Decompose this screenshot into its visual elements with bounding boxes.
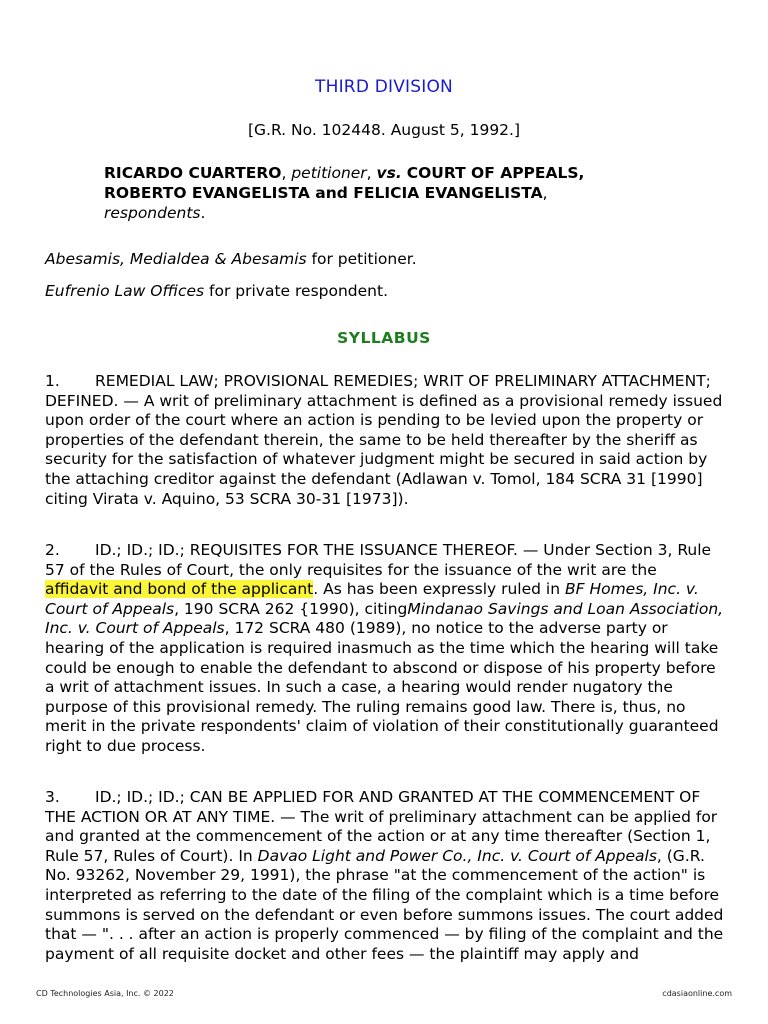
petitioner-counsel-suffix: for petitioner. (311, 250, 417, 268)
footer-copyright: CD Technologies Asia, Inc. © 2022 (36, 989, 174, 998)
syllabus-item-1 (45, 372, 725, 509)
case-citation: Davao Light and Power Co., Inc. v. Court of Appeals (257, 846, 657, 865)
item-number: 2. (45, 541, 60, 559)
division-heading: THIRD DIVISION (315, 77, 453, 97)
case-citation: BF Homes, Inc. v. Court of Appeals (45, 580, 699, 618)
footer-site-link[interactable]: cdasiaonline.com (662, 989, 732, 998)
item-text: ID.; ID.; ID.; REQUISITES FOR THE ISSUANCE THEREOF. — Under Section 3, Rule 57 of the Rules of Court, the only requisites for the issuance of the writ are the (45, 541, 712, 579)
highlighted-text: affidavit and bond of the applicant (45, 580, 314, 599)
case-parties: RICARDO CUARTERO, petitioner, vs. COURT OF APPEALS, ROBERTO EVANGELISTA and FELICIA EVANGELISTA, respondents. (104, 164, 585, 222)
item-text: , 190 SCRA 262 {1990), citing (174, 599, 408, 618)
respondent-role: respondents (104, 204, 201, 222)
item-number: 3. (45, 788, 60, 806)
respondent-counsel-suffix: for private respondent. (209, 282, 388, 300)
petitioner-role: petitioner (291, 164, 367, 182)
syllabus-heading: SYLLABUS (337, 329, 431, 347)
petitioner-counsel-firm: Abesamis, Medialdea & Abesamis (45, 250, 307, 268)
item-text: ID.; ID.; ID.; CAN BE APPLIED FOR AND GRANTED AT THE COMMENCEMENT OF THE ACTION OR AT ANY TIME. — The writ of preliminary attachment can be applied for and granted at the commencement of the action or at any time thereafter (Section 1, Rule 57, Rules of Court). In (45, 788, 718, 865)
respondent-court: COURT OF APPEALS, (406, 164, 585, 182)
item-text: , 172 SCRA 480 (1989), no notice to the adverse party or hearing of the application is required inasmuch as the time which the hearing will take could be enough to enable the defendant to abscond or dispose of his property before a writ of attachment issues. In such a case, a hearing would render nugatory the purpose of this provisional remedy. The ruling remains good law. There is, thus, no merit in the private respondents' claim of violation of their constitutionally guaranteed right to due process. (45, 619, 719, 755)
petitioner-counsel (45, 250, 417, 268)
case-citation: Mindanao Savings and Loan Association, Inc. v. Court of Appeals (45, 599, 724, 638)
respondent-counsel (45, 282, 388, 300)
versus: vs. (376, 164, 402, 182)
respondent-counsel-firm: Eufrenio Law Offices (45, 282, 205, 300)
respondent-names: ROBERTO EVANGELISTA and FELICIA EVANGELISTA (104, 184, 543, 202)
item-text: REMEDIAL LAW; PROVISIONAL REMEDIES; WRIT OF PRELIMINARY ATTACHMENT; DEFINED. — A writ of preliminary attachment is defined as a provisional remedy issued upon order of the court where an action is pending to be levied upon the property or properties of the defendant therein, the same to be held thereafter by the sheriff as security for the satisfaction of whatever judgment might be secured in said action by the attaching creditor against the defendant (Adlawan v. Tomol, 184 SCRA 31 [1990] citing Virata v. Aquino, 53 SCRA 30-31 [1973]). (45, 372, 723, 508)
petitioner-name: RICARDO CUARTERO (104, 164, 282, 182)
case-number: [G.R. No. 102448. August 5, 1992.] (247, 121, 521, 139)
item-number: 1. (45, 372, 60, 390)
syllabus-item-3 (45, 788, 725, 964)
item-text: , (G.R. No. 93262, November 29, 1991), the phrase "at the commencement of the action" is interpreted as referring to the date of the filing of the complaint which is a time before summons is served on the defendant or even before summons issues. The court added that — ". . . after an action is properly commenced — by filing of the complaint and the payment of all requisite docket and other fees — the plaintiff may apply and (45, 846, 724, 963)
item-text: . As has been expressly ruled in (313, 580, 565, 599)
syllabus-item-2 (45, 541, 725, 757)
